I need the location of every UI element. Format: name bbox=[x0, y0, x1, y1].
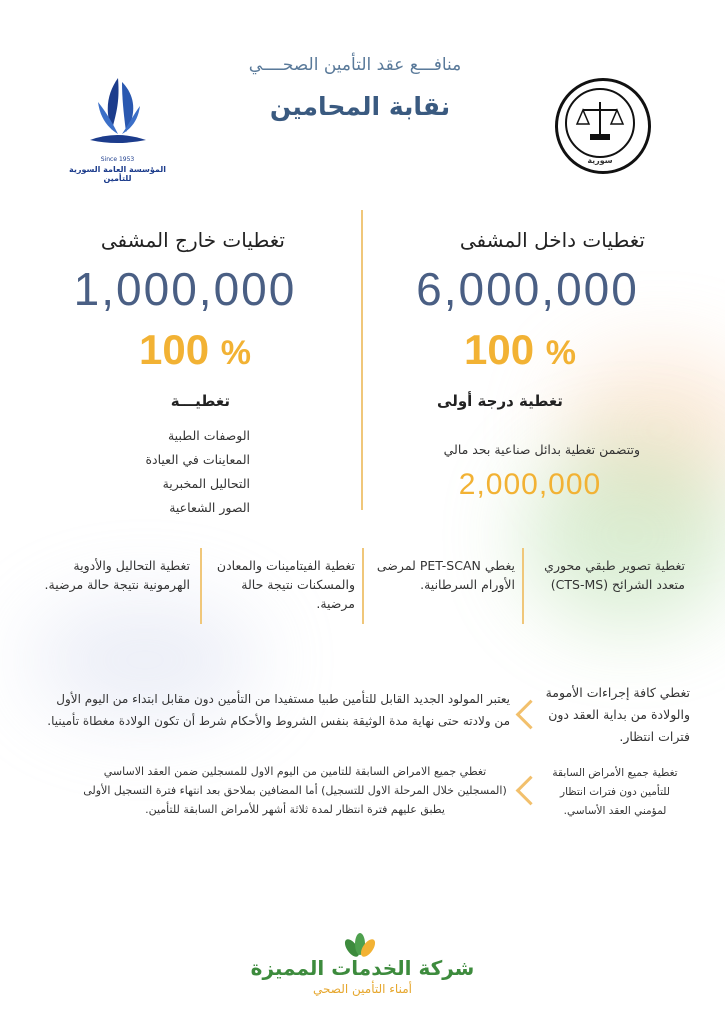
insurance-establishment-logo bbox=[60, 72, 175, 183]
feature-pet-scan: يغطي PET-SCAN لمرضى الأورام السرطانية. bbox=[376, 558, 515, 592]
inpatient-percent: 100 % bbox=[464, 326, 576, 373]
logo-year: Since 1953 bbox=[100, 156, 135, 163]
inpatient-extra: وتتضمن تغطية بدائل صناعية بحد مالي bbox=[443, 442, 640, 457]
bar-association-seal bbox=[555, 78, 651, 174]
outpatient-item: الصور الشعاعية bbox=[169, 500, 250, 515]
inpatient-coverage: تغطية درجة أولى bbox=[437, 392, 563, 410]
feature-divider bbox=[522, 548, 524, 624]
feature-divider bbox=[362, 548, 364, 624]
preexisting-desc: تغطي جميع الامراض السابقة للتامين من اليوم الاول للمسجلين ضمن العقد الاساسي (المسجلين خلال المرحلة الاول للتسجيل) أما المضافين بملاحق بعد انتهاء فترة التسجيل الأولى يطبق عليهم فترة انتظار لمدة ثلاثة أشهر للأمراض السابقة للتأمين. bbox=[83, 765, 507, 816]
inpatient-amount: 6,000,000 bbox=[416, 263, 639, 315]
outpatient-items bbox=[100, 424, 250, 520]
page-title: نقابة المحامين bbox=[269, 92, 451, 121]
preexisting-label: تغطية جميع الأمراض السابقة للتأمين دون فترات انتظار لمؤمني العقد الأساسي. bbox=[552, 767, 678, 817]
inpatient-heading: تغطيات داخل المشفى bbox=[459, 228, 645, 252]
feature-divider bbox=[200, 548, 202, 624]
outpatient-item: المعاينات في العيادة bbox=[145, 452, 250, 467]
feature-hormonal: تغطية التحاليل والأدوية الهرمونية نتيجة حالة مرضية. bbox=[44, 558, 190, 592]
feature-ct-scan: تغطية تصوير طبقي محوري متعدد الشرائح (CTS-MS) bbox=[544, 558, 685, 592]
footer-company: شركة الخدمات المميزة bbox=[250, 956, 475, 980]
outpatient-coverage: تغطيـــة bbox=[170, 392, 230, 410]
outpatient-amount: 1,000,000 bbox=[73, 263, 297, 315]
header-subtitle: منافـــع عقد التأمين الصحــــي bbox=[248, 55, 462, 75]
seal-caption: سورية bbox=[587, 156, 613, 165]
inpatient-extra-amount: 2,000,000 bbox=[458, 468, 602, 501]
outpatient-item: التحاليل المخبرية bbox=[162, 476, 250, 491]
logo-caption: المؤسسة العامة السورية للتأمين bbox=[69, 165, 166, 183]
outpatient-heading: تغطيات خارج المشفى bbox=[100, 228, 285, 252]
outpatient-item: الوصفات الطبية bbox=[167, 428, 250, 443]
chevron-left-icon bbox=[516, 776, 546, 806]
outpatient-percent: 100 % bbox=[139, 326, 251, 373]
maternity-label: تغطي كافة إجراءات الأمومة والولادة من بداية العقد دون فترات انتظار. bbox=[545, 685, 690, 744]
footer-tagline: أمناء التأمين الصحي bbox=[313, 982, 412, 996]
center-divider bbox=[361, 210, 363, 510]
feature-vitamins: تغطية الفيتامينات والمعادن والمسكنات نتيجة حالة مرضية. bbox=[216, 558, 355, 611]
maternity-desc: يعتبر المولود الجديد القابل للتأمين طبيا مستفيدا من التأمين دون مقابل ابتداء من اليوم الأول من ولادته حتى نهاية مدة الوثيقة بنفس الشروط والأحكام شرط أن تكون الولادة مغطاة تأمينيا. bbox=[47, 692, 510, 728]
